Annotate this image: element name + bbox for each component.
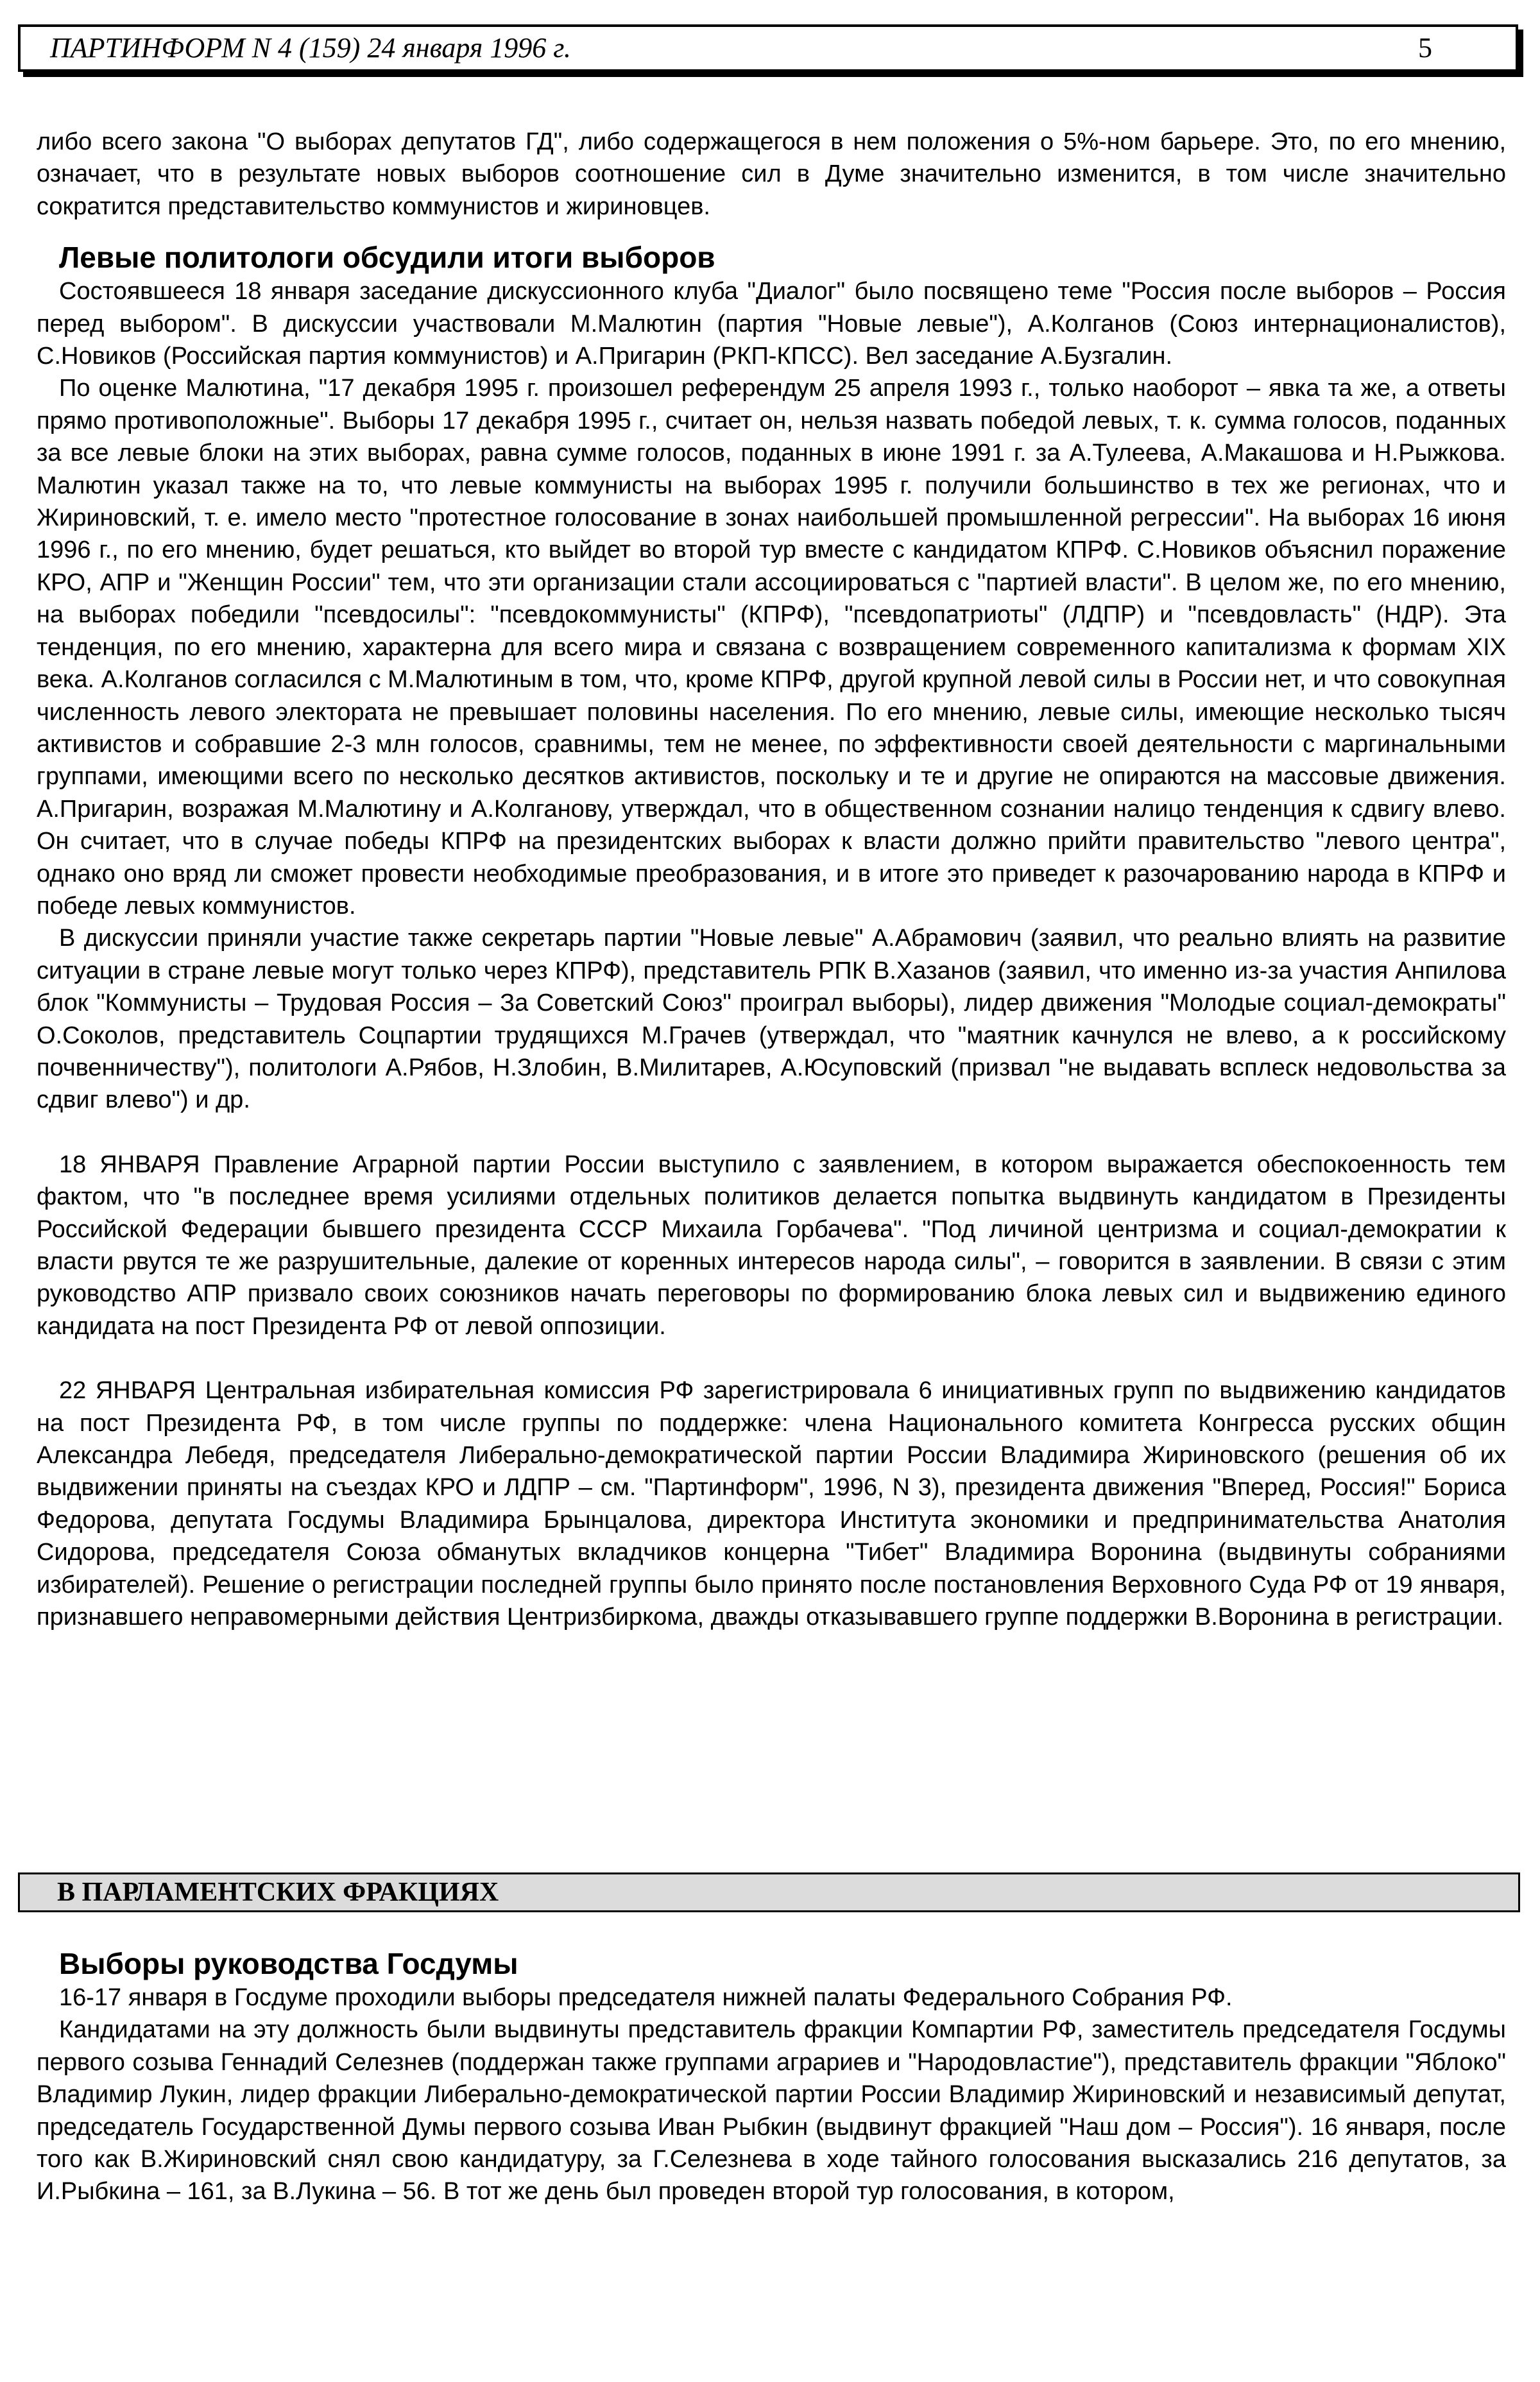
section-left-politologists — [37, 126, 1506, 1633]
rubric-label: В ПАРЛАМЕНТСКИХ ФРАКЦИЯХ — [57, 1878, 499, 1907]
page-header — [18, 24, 1518, 72]
article-paragraph: Кандидатами на эту должность были выдвинуты представитель фракции Компартии РФ, заместитель председателя Госдумы первого созыва Геннадий Селезнев (поддержан также группами аграриев и "Народовластие"), представитель фракции "Яблоко" Владимир Лукин, лидер фракции Либерально-демократической партии России Владимир Жириновский и независимый депутат, председатель Государственной Думы первого созыва Иван Рыбкин (выдвинут фракцией "Наш дом – Россия"). 16 января, после того как В.Жириновский снял свою кандидатуру, за Г.Селезнева в ходе тайного голосования высказались 216 депутатов, за И.Рыбкина – 161, за В.Лукина – 56. В тот же день был проведен второй тур голосования, в котором, — [37, 2016, 1506, 2206]
article-heading-left-politologists: Левые политологи обсудили итоги выборов — [59, 241, 715, 275]
article-paragraph: По оценке Малютина, "17 декабря 1995 г. произошел референдум 25 апреля 1993 г., только наоборот – явка та же, а ответы прямо противоположные". Выборы 17 декабря 1995 г., считает он, нельзя назвать победой левых, т. к. сумма голосов, поданных за все левые блоки на этих выборах, равна сумме голосов, поданных в июне 1991 г. за А.Тулеева, А.Макашова и Н.Рыжкова. Малютин указал также на то, что левые коммунисты на выборах 1995 г. получили большинство в тех же регионах, что и Жириновский, т. е. имело место "протестное голосование в зонах наибольшей промышленной регрессии". На выборах 16 июня 1996 г., по его мнению, будет решаться, кто выйдет во второй тур вместе с кандидатом КПРФ. С.Новиков объяснил поражение КРО, АПР и "Женщин России" тем, что эти организации стали ассоциироваться с "партией власти". В целом же, по его мнению, на выборах победили "псевдосилы": "псевдокоммунисты" (КПРФ), "псевдопатриоты" (ЛДПР) и "псевдовласть" (НДР). Эта тенденция, по его мнению, характерна для всего мира и связана с возвращением современного капитализма к формам XIX века. А.Колганов согласился с М.Малютиным в том, что, кроме КПРФ, другой крупной левой силы в России нет, и что совокупная численность левого электората не превышает половины населения. По его мнению, левые силы, имеющие несколько тысяч активистов и собравшие 2-3 млн голосов, сравнимы, тем не менее, по эффективности своей деятельности с маргинальными группами, имеющими всего по несколько десятков активистов, поскольку и те и другие не опираются на массовые движения. А.Пригарин, возражая М.Малютину и А.Колганову, утверждал, что в общественном сознании налицо тенденция к сдвигу влево. Он считает, что в случае победы КПРФ на президентских выборах к власти должно прийти правительство "левого центра", однако оно вряд ли сможет провести необходимые преобразования, и в итоге это приведет к разочарованию народа в КПРФ и победе левых коммунистов. — [37, 375, 1506, 920]
article-paragraph: Состоявшееся 18 января заседание дискуссионного клуба "Диалог" было посвящено теме "Россия после выборов – Россия перед выбором". В дискуссии участвовали М.Малютин (партия "Новые левые"), А.Колганов (Союз интернационалистов), С.Новиков (Российская партия коммунистов) и А.Пригарин (РКП-КПСС). Вел заседание А.Бузгалин. — [37, 278, 1506, 370]
intro-paragraph: либо всего закона "О выборах депутатов ГД", либо содержащегося в нем положения о 5%-ном барьере. Это, по его мнению, означает, что в результате новых выборов соотношение сил в Думе значительно изменится, в том числе значительно сократится представительство коммунистов и жириновцев. — [37, 128, 1506, 220]
article-paragraph: В дискуссии приняли участие также секретарь партии "Новые левые" А.Абрамович (заявил, что реально влиять на развитие ситуации в стране левые могут только через КПРФ), представитель РПК В.Хазанов (заявил, что именно из-за участия Анпилова блок "Коммунисты – Трудовая Россия – За Советский Союз" проиграл выборы), лидер движения "Молодые социал-демократы" О.Соколов, представитель Соцпартии трудящихся М.Грачев (утверждал, что "маятник качнулся не влево, а к российскому почвенничеству"), политологи А.Рябов, Н.Злобин, В.Милитарев, А.Юсуповский (призвал "не выдавать всплеск недовольства за сдвиг влево") и др. — [37, 925, 1506, 1114]
article-paragraph: 16-17 января в Госдуме проходили выборы председателя нижней палаты Федерального Собрания РФ. — [59, 1984, 1233, 2011]
page-number: 5 — [1418, 32, 1432, 64]
publication-title: ПАРТИНФОРМ N 4 (159) 24 января 1996 г. — [50, 32, 571, 64]
section-rubric — [18, 1872, 1520, 1912]
news-item-jan-18: 18 ЯНВАРЯ Правление Аграрной партии России выступило с заявлением, в котором выражается обеспокоенность тем фактом, что "в последнее время усилиями отдельных политиков делается попытка выдвинуть кандидатом в Президенты Российской Федерации бывшего президента СССР Михаила Горбачева". "Под личиной центризма и социал-демократии к власти рвутся те же разрушительные, далекие от коренных интересов народа силы", – говорится в заявлении. В связи с этим руководство АПР призвало своих союзников начать переговоры по формированию блока левых сил и выдвижению единого кандидата на пост Президента РФ от левой оппозиции. — [37, 1151, 1506, 1340]
news-item-jan-22: 22 ЯНВАРЯ Центральная избирательная комиссия РФ зарегистрировала 6 инициативных групп по выдвижению кандидатов на пост Президента РФ, в том числе группы по поддержке: члена Национального комитета Конгресса русских общин Александра Лебедя, председателя Либерально-демократической партии России Владимира Жириновского (решения об их выдвижении приняты на съездах КРО и ЛДПР – см. "Партинформ", 1996, N 3), президента движения "Вперед, Россия!" Бориса Федорова, депутата Госдумы Владимира Брынцалова, директора Института экономики и предпринимательства Анатолия Сидорова, председателя Союза обманутых вкладчиков концерна "Тибет" Владимира Воронина (выдвинуты собраниями избирателей). Решение о регистрации последней группы было принято после постановления Верховного Суда РФ от 19 января, признавшего неправомерными действия Центризбиркома, дважды отказывавшего группе поддержки В.Воронина в регистрации. — [37, 1377, 1506, 1631]
article-heading-duma-elections: Выборы руководства Госдумы — [59, 1947, 518, 1980]
section-duma-elections — [37, 1946, 1506, 2208]
